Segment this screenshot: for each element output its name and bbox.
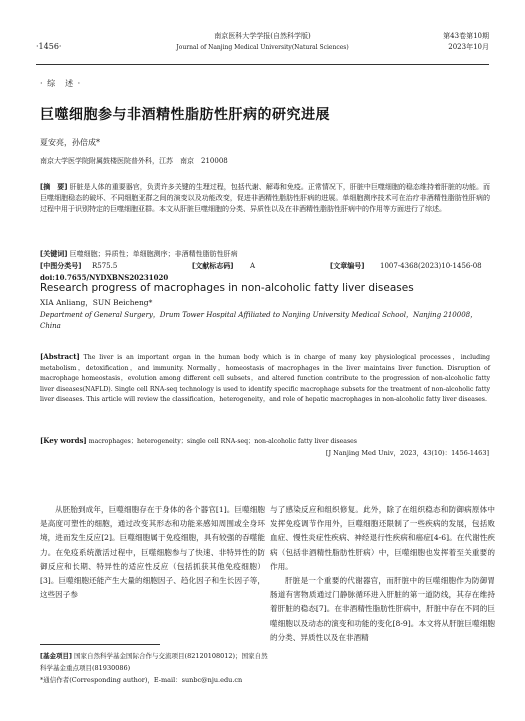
doc-code-value: A bbox=[250, 262, 256, 270]
abstract-en bbox=[40, 352, 490, 406]
keywords-cn-label: [关键词] bbox=[40, 250, 68, 258]
abstract-cn-text: 肝脏是人体的重要器官，负责许多关键的生理过程，包括代谢、解毒和免疫。正常情况下，肝脏中巨噬细胞的稳态维持着肝脏的功能。而巨噬细胞稳态的破坏、不同细胞亚群之间的演变以及功能改变，促进非酒精性脂肪性肝病的进展。单细胞测序技术可在治疗非酒精性脂肪性肝病的过程中用于识别特定的巨噬细胞亚群。本文从肝脏巨噬细胞的分类、异质性以及在非酒精性脂肪性肝病中的作用等方面进行了综述。 bbox=[40, 183, 490, 213]
body-paragraph: 肝脏是一个重要的代谢器官，而肝脏中的巨噬细胞作为防御胃肠道有害物质通过门静脉循环进入肝脏的第一道防线，其存在维持着肝脏的稳态[7]。在非酒精性脂肪性肝病中，肝脏中存在不同的巨噬细胞以及动态的演变和功能的变化[8-9]。本文将从肝脏巨噬细胞的分类、异质性以及在非酒精 bbox=[270, 576, 495, 642]
abstract-en-label: [Abstract] bbox=[40, 352, 80, 361]
article-title-cn: 巨噬细胞参与非酒精性脂肪性肝病的研究进展 bbox=[40, 107, 330, 123]
clc-value: R575.5 bbox=[92, 262, 118, 270]
journal-name-en: Journal of Nanjing Medical University(Natural Sciences) bbox=[176, 44, 349, 51]
body-paragraph: 从胚胎到成年，巨噬细胞存在于身体的各个器官[1]。巨噬细胞是高度可塑性的细胞，通过改变其形态和功能来感知周围或全身环境，进而发生反应[2]。巨噬细胞属于免疫细胞，具有较强的吞噬能力。在免疫系统激活过程中，巨噬细胞参与了快速、非特异性的防御反应和长期、特异性的适应性反应（包括抓获其他免疫细胞）[3]。巨噬细胞还能产生大量的细胞因子、趋化因子和生长因子等，这些因子参 bbox=[40, 505, 265, 600]
classification-row bbox=[40, 261, 490, 272]
journal-name-cn: 南京医科大学学报(自然科学版) bbox=[214, 32, 311, 40]
funding-text: 国家自然科学基金国际合作与交流项目(82120108012)；国家自然科学基金重点项目(81930086) bbox=[40, 652, 268, 672]
authors-cn: 夏安亮，孙倍成* bbox=[40, 138, 100, 147]
abstract-cn bbox=[40, 182, 490, 215]
header-rule bbox=[36, 64, 489, 65]
section-label: · 综 述 · bbox=[40, 79, 82, 88]
article-no-value: 1007-4368(2023)10-1456-08 bbox=[380, 262, 482, 270]
footnote bbox=[40, 650, 268, 686]
body-column-right bbox=[270, 503, 495, 645]
footnote-rule bbox=[40, 644, 160, 645]
keywords-en-text: macrophages；heterogeneity；single cell RNA-seq；non-alcoholic fatty liver diseases bbox=[88, 438, 357, 445]
citation-en: [J Nanjing Med Univ，2023，43(10)：1456-1463] bbox=[325, 449, 489, 457]
funding-note bbox=[40, 650, 268, 674]
article-title-en: Research progress of macrophages in non-alcoholic fatty liver diseases bbox=[40, 282, 414, 294]
issue-date: 2023年10月 bbox=[448, 43, 489, 51]
affiliation-cn: 南京大学医学院附属鼓楼医院普外科，江苏 南京 210008 bbox=[40, 157, 228, 165]
doi: doi:10.7655/NYDXBNS20231020 bbox=[40, 273, 169, 282]
affiliation-en: Department of General Surgery，Drum Tower Hospital Affiliated to Nanjing University Medical School，Nanjing 210008，China bbox=[40, 311, 478, 330]
article-no-label: [文章编号] bbox=[330, 262, 365, 270]
keywords-en-label: [Key words] bbox=[40, 436, 87, 445]
issue-info bbox=[443, 31, 489, 53]
page-number: ·1456· bbox=[36, 42, 62, 51]
doc-code-label: [文献标志码] bbox=[192, 262, 234, 270]
corresponding-author: *通信作者(Corresponding author)，E-mail：sunbc@nju.edu.cn bbox=[40, 676, 243, 684]
running-header bbox=[36, 26, 489, 66]
body-paragraph: 与了感染反应和组织修复。此外，除了在组织稳态和防御病原体中发挥免疫调节作用外，巨噬细胞还限制了一些疾病的发展，包括败血症、慢性炎症性疾病、神经退行性疾病和癌症[4-6]。在代谢性疾病（包括非酒精性脂肪性肝病）中，巨噬细胞也发挥着至关重要的作用。 bbox=[270, 505, 495, 571]
funding-label: [基金项目] bbox=[40, 652, 72, 660]
abstract-cn-label: [摘 要] bbox=[40, 183, 68, 191]
authors-en: XIA Anliang，SUN Beicheng* bbox=[40, 298, 153, 307]
clc-label: [中图分类号] bbox=[40, 262, 82, 270]
keywords-cn-text: 巨噬细胞；异质性；单细胞测序；非酒精性脂肪性肝病 bbox=[69, 250, 238, 258]
journal-name bbox=[36, 31, 489, 53]
abstract-en-text: The liver is an important organ in the human body which is in charge of many key physiological processes，including metabolism，detoxification，and immunity. Normally，homeostasis of macrophages in the liver maintains liver function. Disruption of macrophage homeostasis，evolution among different cell subsets，and altered function contribute to the progression of non-alcoholic fatty liver diseases(NAFLD). Single cell RNA-seq technology is used to identify specific macrophage subsets for the treatment of non-alcoholic fatty liver diseases. This article will review the classification，heterogeneity，and role of hepatic macrophages in non-alcoholic fatty liver diseases. bbox=[40, 354, 490, 403]
volume-issue: 第43卷第10期 bbox=[443, 32, 489, 40]
body-column-left bbox=[40, 503, 265, 602]
keywords-cn bbox=[40, 249, 490, 260]
keywords-en bbox=[40, 436, 490, 447]
